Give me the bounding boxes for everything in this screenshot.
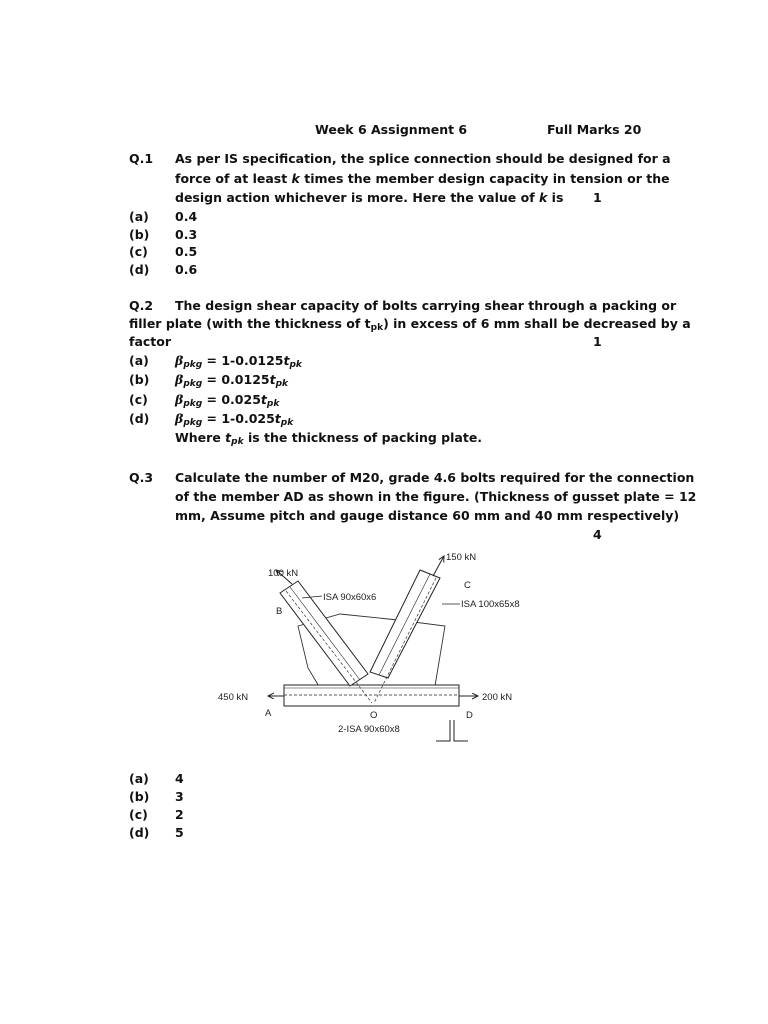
q3-option-d: 5: [175, 825, 184, 840]
q3-marks: 4: [593, 527, 602, 542]
q1-option-c-label: (c): [129, 244, 148, 259]
section-c-label: ISA 100x65x8: [461, 599, 520, 610]
load-a-label: 450 kN: [218, 692, 249, 703]
q1-line2: force of at least k times the member design capacity in tension or the: [175, 171, 670, 186]
load-d-label: 200 kN: [482, 692, 513, 703]
truss-joint-figure: [210, 548, 530, 748]
point-b: B: [276, 606, 283, 617]
q1-option-d: 0.6: [175, 262, 198, 277]
q2-option-a-label: (a): [129, 353, 149, 368]
q3-option-c-label: (c): [129, 807, 148, 822]
q1-line1: As per IS specification, the splice connection should be designed for a: [175, 151, 671, 166]
q2-option-a: $\beta_{pkg} = 1-0.0125t_{pk}$: [175, 353, 302, 370]
point-d: D: [466, 710, 473, 721]
point-o: O: [370, 710, 378, 721]
q3-option-a-label: (a): [129, 771, 149, 786]
load-c-label: 150 kN: [446, 552, 477, 563]
q2-marks: 1: [593, 334, 602, 349]
q2-option-c-label: (c): [129, 392, 148, 407]
q3-line1: Calculate the number of M20, grade 4.6 bolts required for the connection: [175, 470, 695, 485]
q2-line2: filler plate (with the thickness of $t_{pk}$) in excess of 6 mm shall be decreased by a: [129, 316, 691, 333]
q3-number: Q.3: [129, 470, 154, 485]
section-ad-label: 2-ISA 90x60x8: [338, 724, 400, 735]
q2-number: Q.2: [129, 298, 154, 313]
q1-option-d-label: (d): [129, 262, 150, 277]
q2-option-d: $\beta_{pkg} = 1-0.025t_{pk}$: [175, 411, 294, 428]
q3-option-a: 4: [175, 771, 184, 786]
q2-line3: factor: [129, 334, 172, 349]
q2-line1: The design shear capacity of bolts carrying shear through a packing or: [175, 298, 677, 313]
q1-number: Q.1: [129, 151, 154, 166]
q1-option-b: 0.3: [175, 227, 198, 242]
q1-option-a: 0.4: [175, 209, 198, 224]
q2-option-b: $\beta_{pkg} = 0.0125t_{pk}$: [175, 372, 289, 389]
q2-option-d-label: (d): [129, 411, 150, 426]
load-arrow-c: [433, 556, 444, 576]
q3-option-c: 2: [175, 807, 184, 822]
angle-section-symbol: [436, 720, 468, 741]
point-c: C: [464, 580, 471, 591]
point-a: A: [265, 708, 272, 719]
q3-line2: of the member AD as shown in the figure. (Thickness of gusset plate = 12: [175, 489, 697, 504]
q1-option-a-label: (a): [129, 209, 149, 224]
assignment-title: Week 6 Assignment 6: [315, 122, 468, 137]
q1-option-c: 0.5: [175, 244, 198, 259]
full-marks: Full Marks 20: [547, 122, 642, 137]
q3-option-d-label: (d): [129, 825, 150, 840]
section-b-label: ISA 90x60x6: [323, 592, 377, 603]
q1-option-b-label: (b): [129, 227, 150, 242]
q1-line3: design action whichever is more. Here the value of k is: [175, 190, 564, 205]
q2-where-note: Where $t_{pk}$ is the thickness of packing plate.: [175, 430, 483, 447]
q3-option-b-label: (b): [129, 789, 150, 804]
load-b-label: 100 kN: [268, 568, 299, 579]
q2-option-b-label: (b): [129, 372, 150, 387]
q1-marks: 1: [593, 190, 602, 205]
q3-option-b: 3: [175, 789, 184, 804]
q3-line3: mm, Assume pitch and gauge distance 60 mm and 40 mm respectively): [175, 508, 680, 523]
q2-option-c: $\beta_{pkg} = 0.025t_{pk}$: [175, 392, 280, 409]
